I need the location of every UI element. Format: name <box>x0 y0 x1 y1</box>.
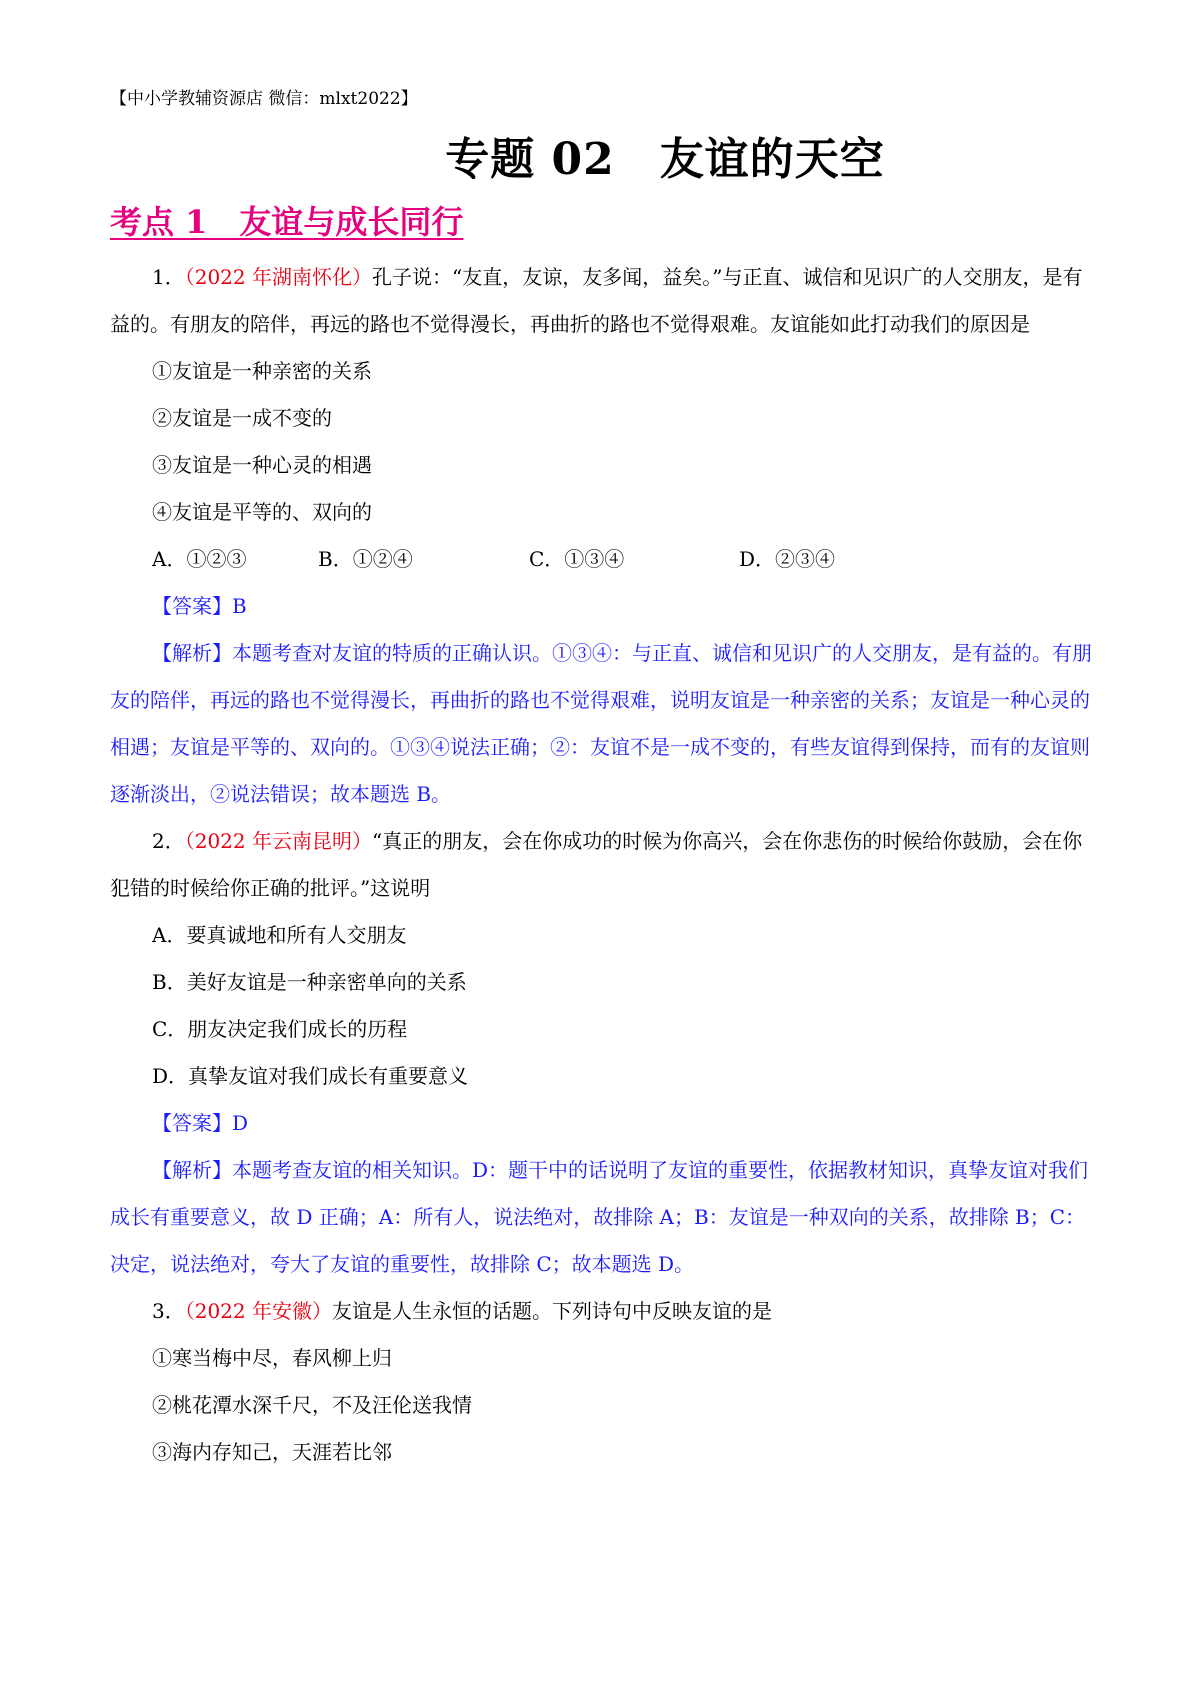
question-source: （2022 年湖南怀化） <box>184 265 372 289</box>
choice-c: C．①③④ <box>529 547 625 571</box>
question-text: 友谊是人生永恒的话题。下列诗句中反映友谊的是 <box>332 1299 772 1323</box>
choice-c: C．朋友决定我们成长的历程 <box>152 1017 408 1041</box>
statement-item: ①寒当梅中尽，春风柳上归 <box>152 1346 392 1370</box>
answer-label: 【答案】B <box>152 594 247 618</box>
choice-b: B．①②④ <box>318 547 413 571</box>
statement-item: ④友谊是平等的、双向的 <box>152 500 372 524</box>
question-text: 孔子说：“友直，友谅，友多闻，益矣。”与正直、诚信和见识广的人交朋友，是有益的。有朋友的陪伴，再远的路也不觉得漫长，再曲折的路也不觉得艰难。友谊能如此打动我们的原因是 <box>110 265 1083 336</box>
choice-d: D．②③④ <box>739 547 836 571</box>
question-2-stem <box>110 818 1100 912</box>
section-title: 考点 1 友谊与成长同行 <box>110 203 464 241</box>
question-number: 3． <box>152 1299 185 1323</box>
question-source: （2022 年安徽） <box>184 1299 332 1323</box>
header-note: 【中小学教辅资源店 微信：mlxt2022】 <box>110 89 418 109</box>
statement-item: ③友谊是一种心灵的相遇 <box>152 453 372 477</box>
statement-item: ①友谊是一种亲密的关系 <box>152 359 372 383</box>
question-2 <box>110 818 1100 1288</box>
question-number: 1． <box>152 265 185 289</box>
question-1-stem <box>110 254 1100 348</box>
question-source: （2022 年云南昆明） <box>184 829 372 853</box>
question-number: 2． <box>152 829 185 853</box>
answer-label: 【答案】D <box>152 1111 249 1135</box>
question-3-stem <box>110 1288 1100 1335</box>
document-title: 专题 02 友谊的天空 <box>445 134 885 185</box>
choice-a: A．①②③ <box>152 547 247 571</box>
choice-b: B．美好友谊是一种亲密单向的关系 <box>152 970 467 994</box>
choice-d: D．真挚友谊对我们成长有重要意义 <box>152 1064 469 1088</box>
statement-item: ③海内存知己，天涯若比邻 <box>152 1440 392 1464</box>
statement-item: ②友谊是一成不变的 <box>152 406 332 430</box>
choice-row <box>110 536 1100 583</box>
question-3 <box>110 1288 1100 1476</box>
analysis-text: 【解析】本题考查友谊的相关知识。D：题干中的话说明了友谊的重要性，依据教材知识，真挚友谊对我们成长有重要意义，故 D 正确；A：所有人，说法绝对，故排除 A；B：友谊是一种双向的关系，故排除 B；C：决定，说法绝对，夸大了友谊的重要性，故排除 C；故本题选 D。 <box>110 1158 1089 1276</box>
analysis-text: 【解析】本题考查对友谊的特质的正确认识。①③④：与正直、诚信和见识广的人交朋友，是有益的。有朋友的陪伴，再远的路也不觉得漫长，再曲折的路也不觉得艰难，说明友谊是一种亲密的关系；友谊是一种心灵的相遇；友谊是平等的、双向的。①③④说法正确；②：友谊不是一成不变的，有些友谊得到保持，而有的友谊则逐渐淡出，②说法错误；故本题选 B。 <box>110 641 1092 806</box>
statement-item: ②桃花潭水深千尺，不及汪伦送我情 <box>152 1393 472 1417</box>
question-1 <box>110 254 1100 818</box>
question-text: “真正的朋友，会在你成功的时候为你高兴，会在你悲伤的时候给你鼓励，会在你犯错的时候给你正确的批评。”这说明 <box>110 829 1083 900</box>
choice-a: A．要真诚地和所有人交朋友 <box>152 923 407 947</box>
